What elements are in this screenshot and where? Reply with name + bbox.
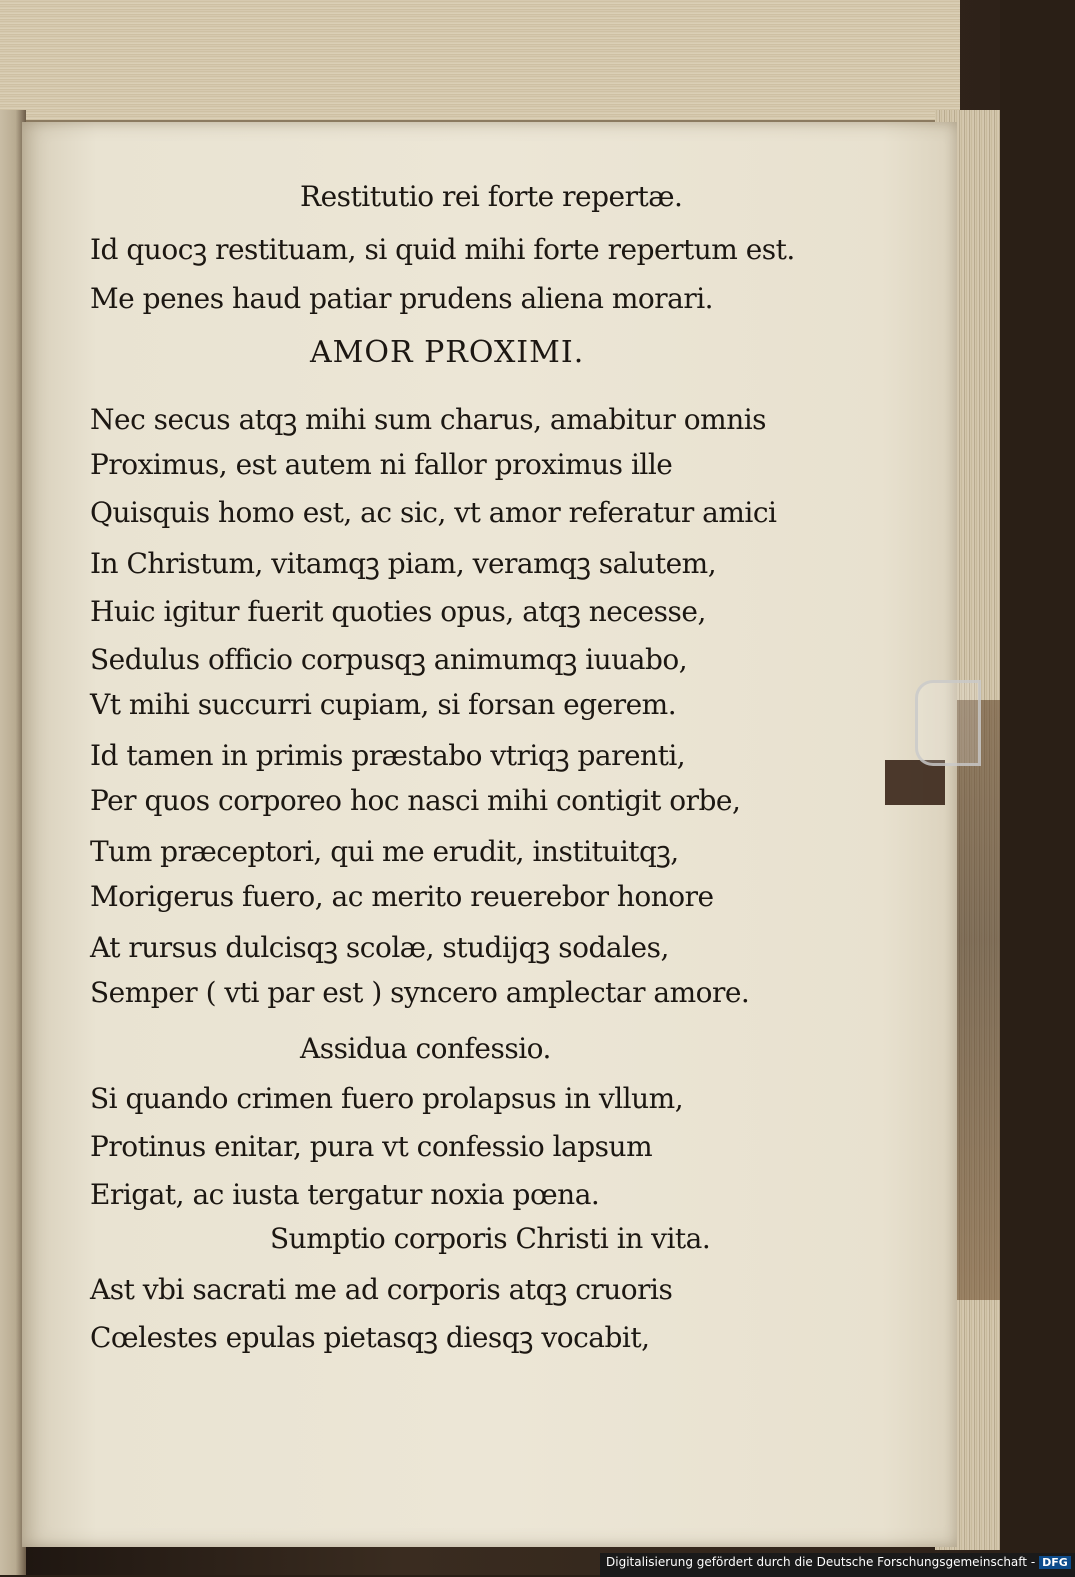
digitization-footer: [600, 1553, 1075, 1577]
heading-confessio: Assidua confessio.: [300, 1032, 551, 1065]
dfg-logo-icon: DFG: [1039, 1556, 1071, 1569]
heading-restitutio: Restitutio rei forte repertæ.: [300, 180, 683, 213]
text-line: Quisquis homo est, ac sic, vt amor referatur amici: [90, 496, 777, 529]
text-line: At rursus dulcisqꝫ scolæ, studijqꝫ sodales,: [90, 931, 669, 964]
text-line: Id quocꝫ restituam, si quid mihi forte repertum est.: [90, 233, 795, 266]
heading-amor-proximi: AMOR PROXIMI.: [310, 335, 585, 370]
page-marker-tab: [885, 760, 945, 805]
text-line: Tum præceptori, qui me erudit, instituitqꝫ,: [90, 835, 679, 868]
text-line: Semper ( vti par est ) syncero amplectar amore.: [90, 976, 750, 1009]
footer-text: Digitalisierung gefördert durch die Deutsche Forschungsgemeinschaft -: [606, 1555, 1036, 1569]
text-line: Vt mihi succurri cupiam, si forsan egerem.: [90, 688, 677, 721]
text-line: Per quos corporeo hoc nasci mihi contigit orbe,: [90, 784, 741, 817]
book-binding: [950, 700, 1000, 1300]
text-line: Morigerus fuero, ac merito reuerebor honore: [90, 880, 714, 913]
text-line: Huic igitur fuerit quoties opus, atqꝫ necesse,: [90, 595, 706, 628]
text-line: Si quando crimen fuero prolapsus in vllum,: [90, 1082, 684, 1115]
page-clip: [915, 680, 981, 766]
heading-sumptio: Sumptio corporis Christi in vita.: [270, 1222, 711, 1255]
book-top-edges: [0, 0, 960, 122]
text-line: Me penes haud patiar prudens aliena morari.: [90, 282, 714, 315]
text-line: Erigat, ac iusta tergatur noxia pœna.: [90, 1178, 600, 1211]
text-line: Cœlestes epulas pietasqꝫ diesqꝫ vocabit,: [90, 1321, 650, 1354]
text-line: Sedulus officio corpusqꝫ animumqꝫ iuuabo,: [90, 643, 688, 676]
text-line: Nec secus atqꝫ mihi sum charus, amabitur omnis: [90, 403, 767, 436]
text-line: Proximus, est autem ni fallor proximus ille: [90, 448, 673, 481]
text-line: In Christum, vitamqꝫ piam, veramqꝫ salutem,: [90, 547, 717, 580]
text-line: Ast vbi sacrati me ad corporis atqꝫ cruoris: [90, 1273, 673, 1306]
text-line: Protinus enitar, pura vt confessio lapsum: [90, 1130, 653, 1163]
text-line: Id tamen in primis præstabo vtriqꝫ parenti,: [90, 739, 686, 772]
